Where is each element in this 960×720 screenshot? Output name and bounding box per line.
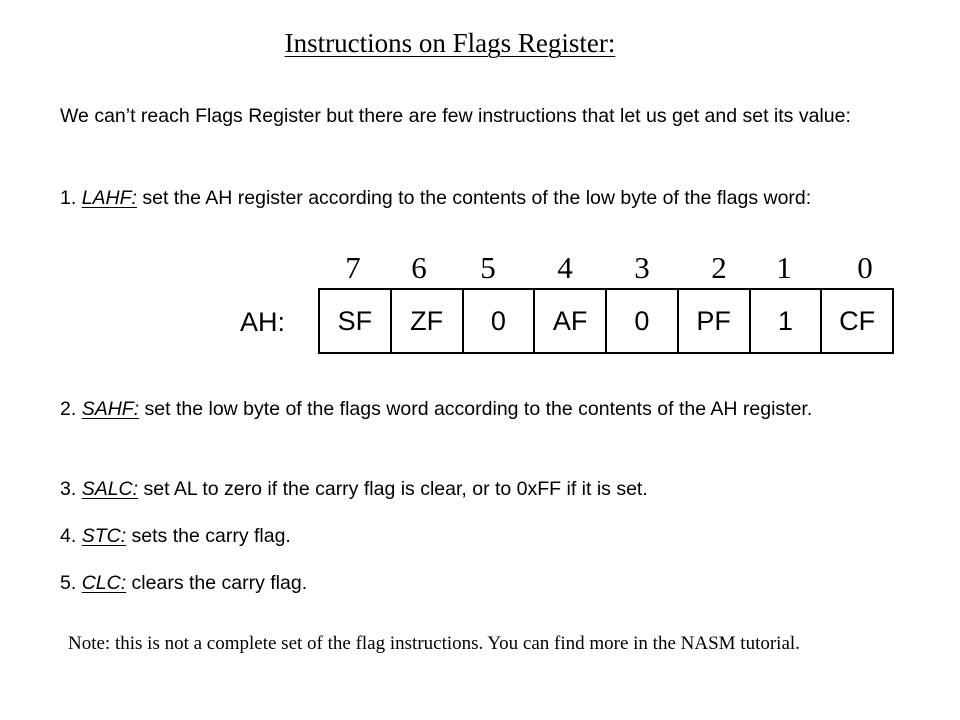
command-name: SAHF: [81,398,140,420]
command-description: sets the carry flag. [131,525,291,547]
intro-paragraph: We can’t reach Flags Register but there are few instructions that let us get and set its value: [60,105,851,127]
item-number: 4. [60,525,82,547]
register-cell: ZF [390,290,462,352]
command-description: clears the carry flag. [131,572,308,594]
item-number: 2. [60,398,82,420]
ah-register-table [318,288,894,354]
slide-title: Instructions on Flags Register: [284,28,616,58]
bit-number: 0 [857,250,873,285]
bit-numbers [0,248,960,288]
bit-number: 1 [776,250,792,285]
register-cell: CF [820,290,892,352]
item-clc [60,568,900,598]
item-sahf [60,394,900,424]
register-cell: 0 [605,290,677,352]
register-label: AH: [240,307,286,337]
register-cell: AF [533,290,605,352]
bit-number: 2 [711,250,727,285]
command-name: CLC: [81,572,127,594]
command-name: SALC: [81,478,139,500]
register-cell: 1 [749,290,821,352]
footnote: Note: this is not a complete set of the flag instructions. You can find more in the NASM tutorial. [68,633,800,654]
command-description: set the low byte of the flags word according to the contents of the AH register. [144,398,813,420]
bit-number: 3 [634,250,650,285]
bit-number: 7 [345,250,361,285]
bit-number: 4 [557,250,573,285]
register-cell: PF [677,290,749,352]
command-name: LAHF: [81,187,137,209]
item-lahf [60,183,900,213]
item-number: 5. [60,572,82,594]
command-description: set AL to zero if the carry flag is clear, or to 0xFF if it is set. [143,478,648,500]
item-stc [60,521,900,551]
command-description: set the AH register according to the contents of the low byte of the flags word: [142,187,812,209]
register-cell: SF [337,305,373,336]
item-number: 1. [60,187,82,209]
bit-number: 5 [480,250,496,285]
register-cell: 0 [462,290,534,352]
item-salc [60,474,900,504]
bit-number: 6 [411,250,427,285]
command-name: STC: [81,525,127,547]
item-number: 3. [60,478,82,500]
